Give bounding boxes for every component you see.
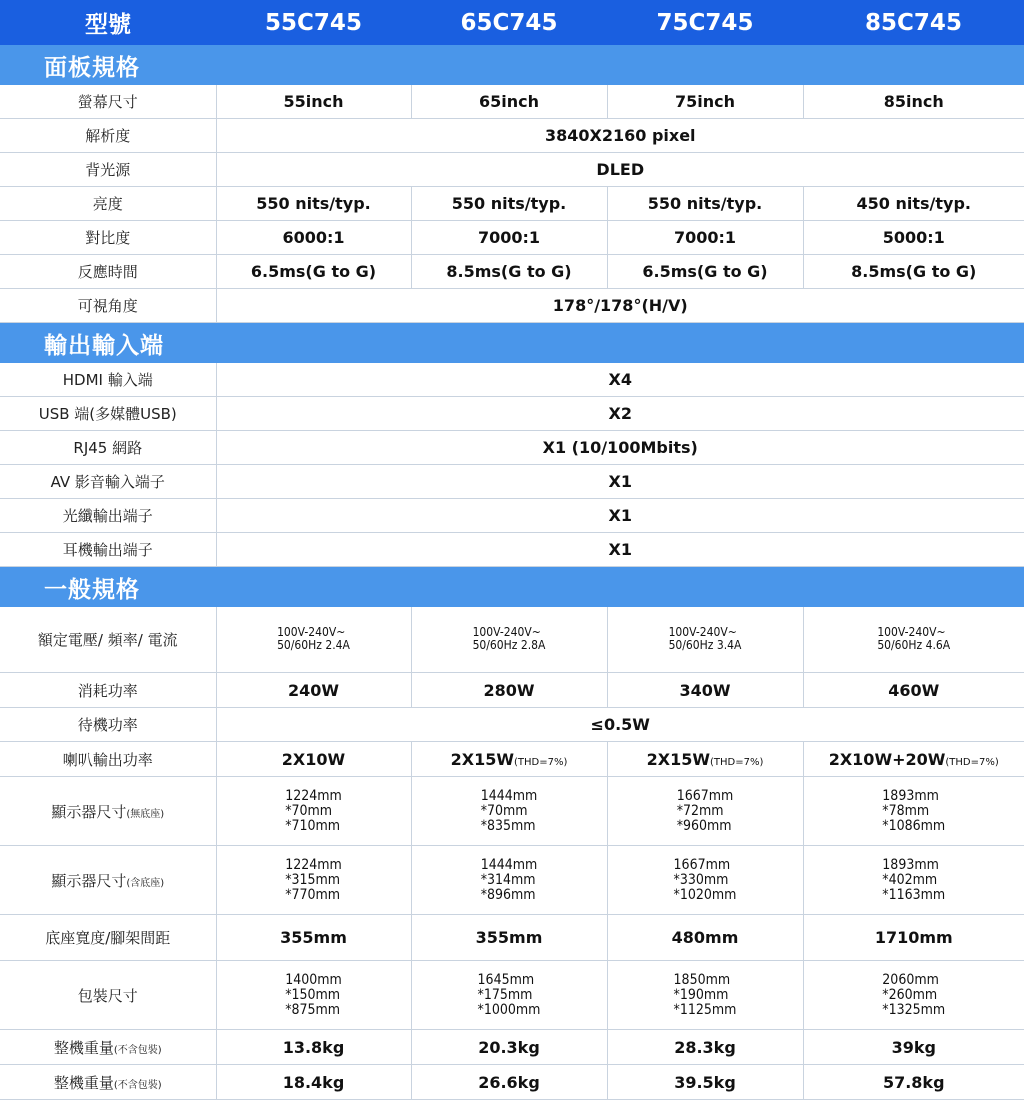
package-size-value: 1850mm *190mm *1125mm [673, 971, 737, 1018]
cell-usb: X2 [216, 397, 1024, 431]
cell-screen-size: 65inch [411, 85, 607, 119]
label-response-time: 反應時間 [0, 255, 216, 289]
cell-optical: X1 [216, 499, 1024, 533]
cell-stand-width: 1710mm [803, 915, 1024, 961]
row-size-no-stand [0, 777, 1024, 846]
cell-brightness: 550 nits/typ. [216, 187, 411, 221]
cell-contrast: 7000:1 [607, 221, 803, 255]
cell-standby-power: ≤0.5W [216, 708, 1024, 742]
cell-power-consumption: 460W [803, 673, 1024, 708]
speaker-note: (THD=7%) [945, 756, 999, 768]
row-speaker [0, 742, 1024, 777]
cell-size-with-stand [803, 846, 1024, 915]
cell-speaker [216, 742, 411, 777]
label-hdmi: HDMI 輸入端 [0, 363, 216, 397]
cell-brightness: 550 nits/typ. [607, 187, 803, 221]
size-no-stand-value: 1893mm *78mm *1086mm [882, 787, 946, 834]
size-with-stand-value: 1667mm *330mm *1020mm [673, 856, 737, 903]
cell-size-no-stand [411, 777, 607, 846]
label-package-size: 包裝尺寸 [0, 961, 216, 1030]
cell-size-no-stand [803, 777, 1024, 846]
cell-contrast: 5000:1 [803, 221, 1024, 255]
power-rating-value: 100V-240V~ 50/60Hz 3.4A [668, 625, 742, 652]
cell-stand-width: 355mm [411, 915, 607, 961]
cell-contrast: 6000:1 [216, 221, 411, 255]
label-rj45: RJ45 網路 [0, 431, 216, 465]
label-size-no-stand [0, 777, 216, 846]
section-io-title: 輸出輸入端 [0, 323, 1024, 364]
size-no-stand-note: (無底座) [126, 808, 165, 820]
cell-size-with-stand [607, 846, 803, 915]
power-rating-value: 100V-240V~ 50/60Hz 2.4A [277, 625, 350, 652]
cell-speaker [607, 742, 803, 777]
power-rating-value: 100V-240V~ 50/60Hz 4.6A [877, 625, 951, 652]
label-net-weight [0, 1030, 216, 1065]
power-rating-value: 100V-240V~ 50/60Hz 2.8A [472, 625, 546, 652]
label-optical: 光纖輸出端子 [0, 499, 216, 533]
cell-resolution: 3840X2160 pixel [216, 119, 1024, 153]
row-power-rating [0, 607, 1024, 673]
section-panel-title: 面板規格 [0, 45, 1024, 85]
row-hdmi [0, 363, 1024, 397]
net-weight-note: (不含包裝) [113, 1044, 162, 1056]
cell-screen-size: 55inch [216, 85, 411, 119]
cell-net-weight: 39kg [803, 1030, 1024, 1065]
label-viewing-angle: 可視角度 [0, 289, 216, 323]
row-response-time [0, 255, 1024, 289]
size-with-stand-label: 顯示器尺寸 [51, 871, 127, 890]
row-usb [0, 397, 1024, 431]
label-contrast: 對比度 [0, 221, 216, 255]
model-85c745: 85C745 [803, 0, 1024, 45]
row-gross-weight [0, 1065, 1024, 1100]
cell-speaker [411, 742, 607, 777]
cell-backlight: DLED [216, 153, 1024, 187]
size-with-stand-value: 1224mm *315mm *770mm [285, 856, 342, 903]
label-stand-width: 底座寬度/腳架間距 [0, 915, 216, 961]
label-headphone: 耳機輸出端子 [0, 533, 216, 567]
cell-response-time: 8.5ms(G to G) [803, 255, 1024, 289]
label-standby-power: 待機功率 [0, 708, 216, 742]
size-no-stand-value: 1224mm *70mm *710mm [285, 787, 342, 834]
row-rj45 [0, 431, 1024, 465]
row-brightness [0, 187, 1024, 221]
section-panel [0, 45, 1024, 85]
gross-weight-note: (不含包裝) [113, 1079, 162, 1091]
cell-power-rating [607, 607, 803, 673]
size-no-stand-label: 顯示器尺寸 [51, 802, 127, 821]
row-headphone [0, 533, 1024, 567]
label-brightness: 亮度 [0, 187, 216, 221]
cell-screen-size: 85inch [803, 85, 1024, 119]
cell-brightness: 450 nits/typ. [803, 187, 1024, 221]
cell-viewing-angle: 178°/178°(H/V) [216, 289, 1024, 323]
cell-av: X1 [216, 465, 1024, 499]
cell-package-size [803, 961, 1024, 1030]
speaker-value: 2X15W [450, 749, 514, 769]
cell-screen-size: 75inch [607, 85, 803, 119]
cell-speaker [803, 742, 1024, 777]
speaker-value: 2X15W [646, 749, 710, 769]
row-power-consumption [0, 673, 1024, 708]
label-power-consumption: 消耗功率 [0, 673, 216, 708]
cell-package-size [411, 961, 607, 1030]
cell-net-weight: 13.8kg [216, 1030, 411, 1065]
cell-gross-weight: 18.4kg [216, 1065, 411, 1100]
cell-net-weight: 28.3kg [607, 1030, 803, 1065]
row-net-weight [0, 1030, 1024, 1065]
cell-gross-weight: 26.6kg [411, 1065, 607, 1100]
cell-size-with-stand [216, 846, 411, 915]
row-contrast [0, 221, 1024, 255]
model-65c745: 65C745 [411, 0, 607, 45]
cell-gross-weight: 39.5kg [607, 1065, 803, 1100]
cell-power-rating [411, 607, 607, 673]
cell-gross-weight: 57.8kg [803, 1065, 1024, 1100]
speaker-note: (THD=7%) [514, 756, 568, 768]
model-header-row [0, 0, 1024, 45]
cell-response-time: 8.5ms(G to G) [411, 255, 607, 289]
row-viewing-angle [0, 289, 1024, 323]
label-av: AV 影音輸入端子 [0, 465, 216, 499]
row-size-with-stand [0, 846, 1024, 915]
section-io [0, 323, 1024, 364]
net-weight-label: 整機重量 [53, 1038, 114, 1057]
label-screen-size: 螢幕尺寸 [0, 85, 216, 119]
row-stand-width [0, 915, 1024, 961]
cell-brightness: 550 nits/typ. [411, 187, 607, 221]
cell-size-no-stand [607, 777, 803, 846]
size-no-stand-value: 1667mm *72mm *960mm [676, 787, 734, 834]
model-55c745: 55C745 [216, 0, 411, 45]
section-general-title: 一般規格 [0, 567, 1024, 608]
section-general [0, 567, 1024, 608]
label-gross-weight [0, 1065, 216, 1100]
size-with-stand-value: 1893mm *402mm *1163mm [882, 856, 946, 903]
cell-rj45: X1 (10/100Mbits) [216, 431, 1024, 465]
cell-net-weight: 20.3kg [411, 1030, 607, 1065]
cell-size-no-stand [216, 777, 411, 846]
row-av [0, 465, 1024, 499]
row-screen-size [0, 85, 1024, 119]
label-speaker: 喇叭輸出功率 [0, 742, 216, 777]
cell-stand-width: 355mm [216, 915, 411, 961]
gross-weight-label: 整機重量 [53, 1073, 114, 1092]
cell-hdmi: X4 [216, 363, 1024, 397]
row-standby-power [0, 708, 1024, 742]
cell-package-size [216, 961, 411, 1030]
size-with-stand-note: (含底座) [126, 877, 165, 889]
cell-size-with-stand [411, 846, 607, 915]
speaker-value: 2X10W+20W [828, 749, 946, 769]
size-with-stand-value: 1444mm *314mm *896mm [480, 856, 538, 903]
cell-response-time: 6.5ms(G to G) [216, 255, 411, 289]
cell-power-consumption: 340W [607, 673, 803, 708]
cell-power-rating [216, 607, 411, 673]
model-75c745: 75C745 [607, 0, 803, 45]
row-backlight [0, 153, 1024, 187]
model-label: 型號 [0, 0, 216, 45]
package-size-value: 1400mm *150mm *875mm [285, 971, 342, 1018]
label-size-with-stand [0, 846, 216, 915]
cell-package-size [607, 961, 803, 1030]
cell-power-consumption: 280W [411, 673, 607, 708]
label-backlight: 背光源 [0, 153, 216, 187]
speaker-note: (THD=7%) [710, 756, 764, 768]
cell-contrast: 7000:1 [411, 221, 607, 255]
cell-power-consumption: 240W [216, 673, 411, 708]
cell-response-time: 6.5ms(G to G) [607, 255, 803, 289]
label-resolution: 解析度 [0, 119, 216, 153]
cell-headphone: X1 [216, 533, 1024, 567]
label-power-rating: 額定電壓/ 頻率/ 電流 [0, 607, 216, 673]
cell-stand-width: 480mm [607, 915, 803, 961]
package-size-value: 2060mm *260mm *1325mm [882, 971, 946, 1018]
package-size-value: 1645mm *175mm *1000mm [477, 971, 541, 1018]
label-usb: USB 端(多媒體USB) [0, 397, 216, 431]
row-optical [0, 499, 1024, 533]
row-resolution [0, 119, 1024, 153]
row-package-size [0, 961, 1024, 1030]
cell-power-rating [803, 607, 1024, 673]
size-no-stand-value: 1444mm *70mm *835mm [480, 787, 538, 834]
speaker-value: 2X10W [281, 749, 346, 769]
